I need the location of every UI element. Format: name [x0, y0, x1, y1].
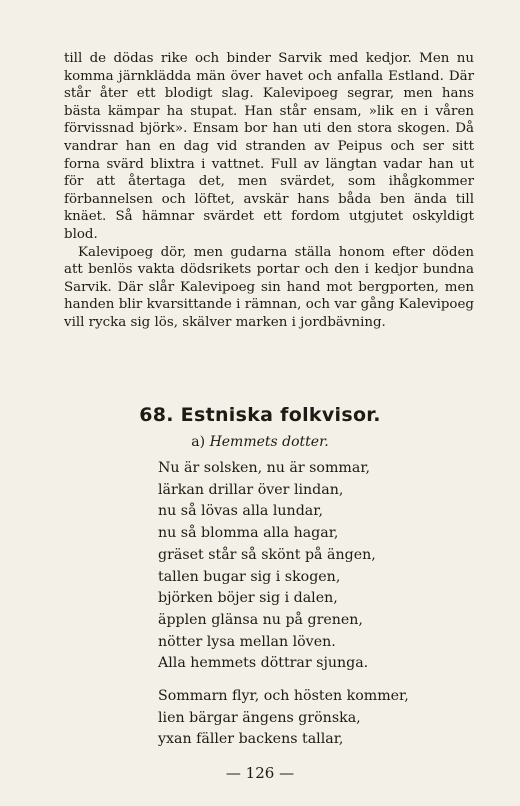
verse-line: Sommarn flyr, och hösten kommer,	[158, 688, 409, 705]
poem	[158, 458, 409, 751]
poem-title: Hemmets dotter.	[209, 434, 329, 450]
poem-stanza	[158, 458, 409, 675]
verse-line: björken böjer sig i dalen,	[158, 590, 338, 607]
verse-line: Nu är solsken, nu är sommar,	[158, 460, 371, 476]
verse-line: nu så lövas alla lundar,	[158, 503, 323, 520]
prose-paragraph: Kalevipoeg dör, men gudarna ställa honom efter döden att benlös vakta dödsrikets portar och den i kedjor bundna Sarvik. Där slår Kalevipoeg sin hand mot bergporten, men handen blir kvarsittande i rämnan, och var gång Kalevipoeg vill rycka sig lös, skälver marken i jordbävning.	[64, 244, 474, 330]
poem-subheading	[0, 434, 520, 450]
verse-line: gräset står så skönt på ängen,	[158, 546, 376, 563]
verse-line: yxan fäller backens tallar,	[158, 731, 344, 748]
page-number: — 126 —	[225, 764, 295, 782]
verse-line: Alla hemmets döttrar sjunga.	[158, 655, 369, 672]
prose-paragraph: till de dödas rike och binder Sarvik med kedjor. Men nu komma järnklädda män över havet och anfalla Estland. Där står åter ett blodigt slag. Kalevipoeg segrar, men hans bästa kämpar ha stupat. Han står ensam, »lik en i våren förvissnad björk». Ensam bor han uti den stora skogen. Då vandrar han en dag vid stranden av Peipus och ser sitt forna svärd blixtra i vattnet. Full av längtan vadar han ut för att återtaga det, men svärdet, som ihågkommer förbannelsen och löftet, avskär hans båda ben ända till knäet. Så hämnar svärdet ett fordom utgjutet oskyldigt blod.	[64, 51, 474, 242]
verse-line: nötter lysa mellan löven.	[158, 633, 336, 650]
verse-line: lärkan drillar över lindan,	[158, 481, 344, 498]
verse-line: nu så blomma alla hagar,	[158, 525, 339, 542]
verse-line: lien bärgar ängens grönska,	[158, 709, 361, 726]
prose-block	[64, 50, 474, 332]
verse-line: äpplen glänsa nu på grenen,	[158, 611, 363, 628]
subheading-letter: a)	[191, 434, 206, 450]
verse-line: tallen bugar sig i skogen,	[158, 568, 341, 585]
section-heading: 68. Estniska folkvisor.	[139, 404, 381, 426]
poem-stanza	[158, 686, 409, 751]
